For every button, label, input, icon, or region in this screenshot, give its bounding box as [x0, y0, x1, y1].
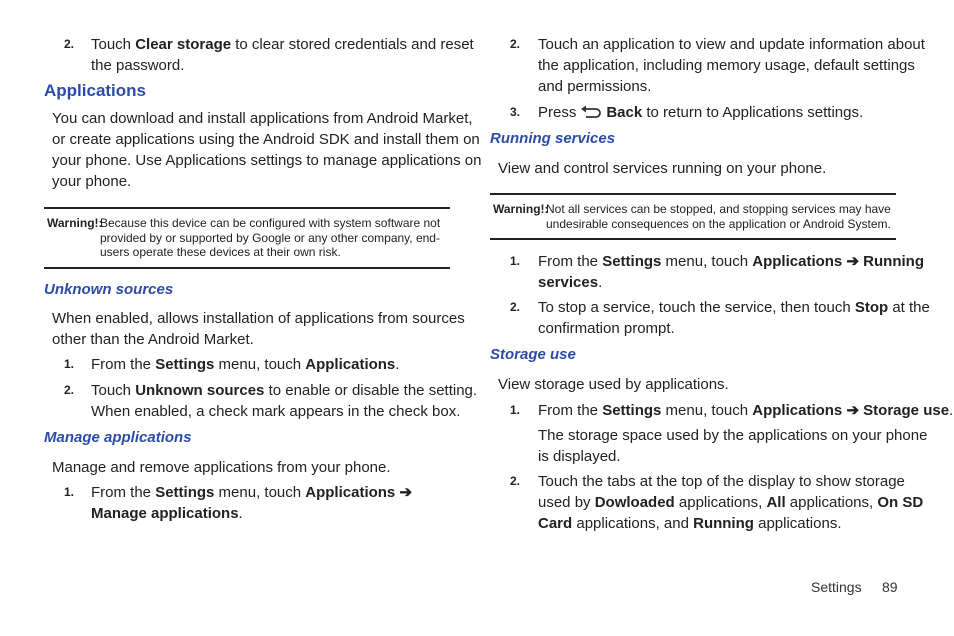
- storage-step-1-detail: The storage space used by the applications on your phone is displayed.: [538, 427, 928, 465]
- unknown-step-2: Touch Unknown sources to enable or disable the setting. When enabled, a check mark appears in the check box.: [91, 382, 478, 420]
- warning-top-rule: [490, 193, 896, 195]
- running-services-text: View and control services running on your phone.: [498, 160, 827, 177]
- step-number: 1.: [64, 357, 75, 371]
- back-icon: [580, 104, 602, 125]
- storage-step-2: Touch the tabs at the top of the display to show storage used by Dowloaded applications, All applications, On SD Card applications, and Running applications.: [538, 473, 924, 532]
- unknown-sources-text: When enabled, allows installation of applications from sources other than the Android Market.: [52, 310, 465, 348]
- step-number: 2.: [64, 383, 75, 397]
- unknown-sources-heading: Unknown sources: [44, 281, 174, 298]
- step-number: 2.: [510, 300, 521, 314]
- warning-bottom-rule: [490, 238, 896, 240]
- apps-step-3: Press Back to return to Applications settings.: [538, 102, 863, 125]
- step-number: 2.: [510, 37, 521, 51]
- step-number: 1.: [64, 485, 75, 499]
- manage-applications-heading: Manage applications: [44, 429, 192, 446]
- running-step-2: To stop a service, touch the service, then touch Stop at the confirmation prompt.: [538, 299, 930, 337]
- warning-label: Warning!:: [47, 216, 103, 230]
- warning-label: Warning!:: [493, 202, 549, 216]
- storage-step-1: From the Settings menu, touch Applications ➔ Storage use.: [538, 402, 954, 419]
- running-services-heading: Running services: [490, 130, 616, 147]
- page-number: 89: [882, 579, 898, 595]
- storage-use-heading: Storage use: [490, 346, 576, 363]
- step-number: 1.: [510, 254, 521, 268]
- warning-top-rule: [44, 207, 450, 209]
- step-number: 3.: [510, 105, 521, 119]
- applications-intro: You can download and install applications from Android Market, or create applications using the Android SDK and install them on your phone. Use Applications settings to manage applications on your phone.: [52, 110, 482, 190]
- running-step-1: From the Settings menu, touch Applications ➔ Running services.: [538, 253, 924, 291]
- warning-text: Because this device can be configured with system software not provided by or supported by Google or any other company, end- users operate these devices at their own risk.: [100, 216, 441, 259]
- warning-text: Not all services can be stopped, and stopping services may have undesirable consequences on the application or Android System.: [546, 202, 891, 231]
- unknown-step-1: From the Settings menu, touch Applications.: [91, 356, 400, 373]
- footer-section: Settings: [811, 579, 862, 595]
- warning-bottom-rule: [44, 267, 450, 269]
- manage-step-1: From the Settings menu, touch Applications ➔ Manage applications.: [91, 484, 413, 522]
- manage-applications-text: Manage and remove applications from your phone.: [52, 459, 391, 476]
- step-number: 1.: [510, 403, 521, 417]
- clear-storage-step: Touch Clear storage to clear stored credentials and reset the password.: [91, 36, 474, 74]
- applications-heading: Applications: [44, 81, 147, 100]
- step-number: 2.: [64, 37, 75, 51]
- step-number: 2.: [510, 474, 521, 488]
- storage-use-text: View storage used by applications.: [498, 376, 729, 393]
- apps-step-2: Touch an application to view and update information about the application, including memory usage, default settings and permissions.: [538, 36, 925, 95]
